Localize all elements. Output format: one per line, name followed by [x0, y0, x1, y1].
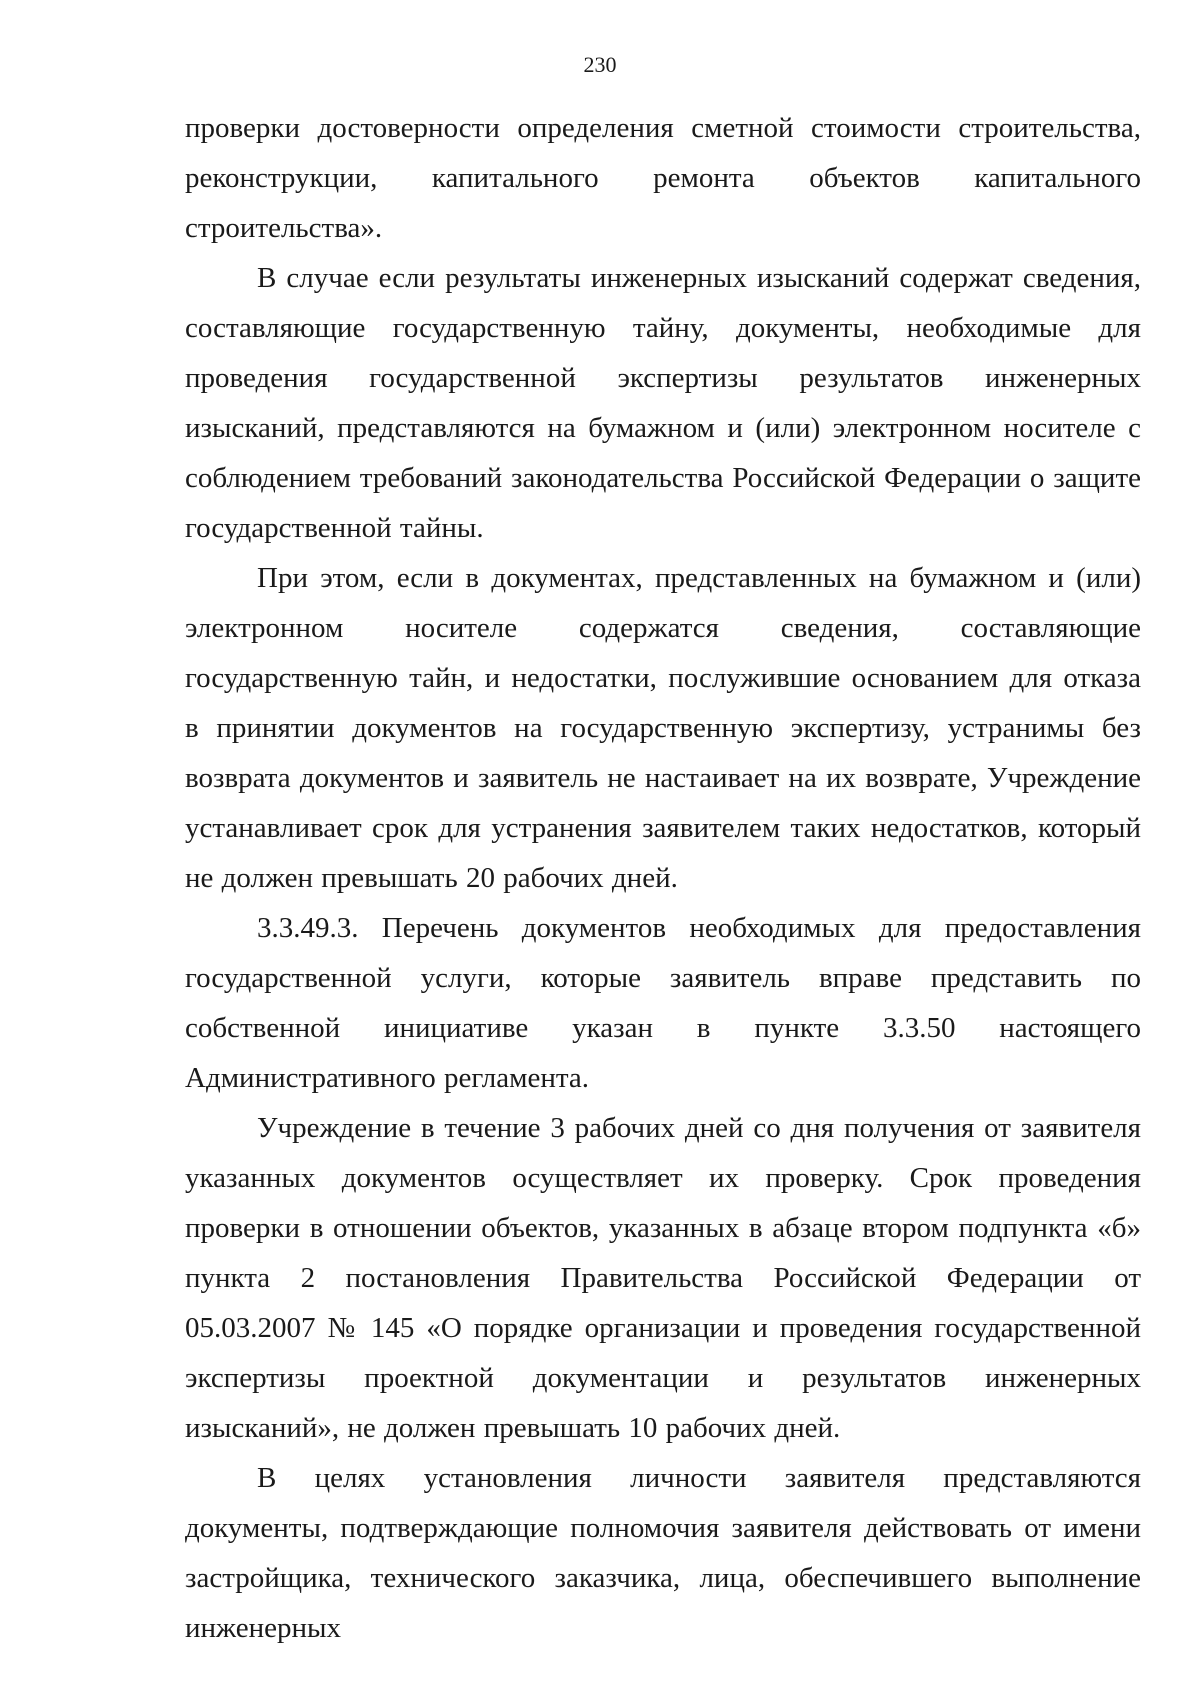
paragraph-state-secret: В случае если результаты инженерных изысканий содержат сведения, составляющие государственную тайну, документы, необходимые для проведения государственной экспертизы результатов инженерных изысканий, представляются на бумажном и (или) электронном носителе с соблюдением требований законодательства Российской Федерации о защите государственной тайны. [185, 262, 1141, 544]
page-number: 230 [583, 52, 617, 77]
document-body [185, 103, 1141, 1653]
paragraph-3-3-49-3: 3.3.49.3. Перечень документов необходимых для предоставления государственной услуги, которые заявитель вправе представить по собственной инициативе указан в пункте 3.3.50 настоящего Административного регламента. [185, 912, 1141, 1094]
paragraph-identity: В целях установления личности заявителя представляются документы, подтверждающие полномочия заявителя действовать от имени застройщика, технического заказчика, лица, обеспечившего выполнение инженерных [185, 1462, 1141, 1644]
paragraph-deficiencies: При этом, если в документах, представленных на бумажном и (или) электронном носителе содержатся сведения, составляющие государственную тайн, и недостатки, послужившие основанием для отказа в принятии документов на государственную экспертизу, устранимы без возврата документов и заявитель не настаивает на их возврате, Учреждение устанавливает срок для устранения заявителем таких недостатков, который не должен превышать 20 рабочих дней. [185, 562, 1141, 894]
paragraph-verification-period: Учреждение в течение 3 рабочих дней со дня получения от заявителя указанных документов осуществляет их проверку. Срок проведения проверки в отношении объектов, указанных в абзаце втором подпункта «б» пункта 2 постановления Правительства Российской Федерации от 05.03.2007 № 145 «О порядке организации и проведения государственной экспертизы проектной документации и результатов инженерных изысканий», не должен превышать 10 рабочих дней. [185, 1112, 1141, 1444]
paragraph-continuation: проверки достоверности определения сметной стоимости строительства, реконструкции, капитального ремонта объектов капитального строительства». [185, 112, 1141, 244]
